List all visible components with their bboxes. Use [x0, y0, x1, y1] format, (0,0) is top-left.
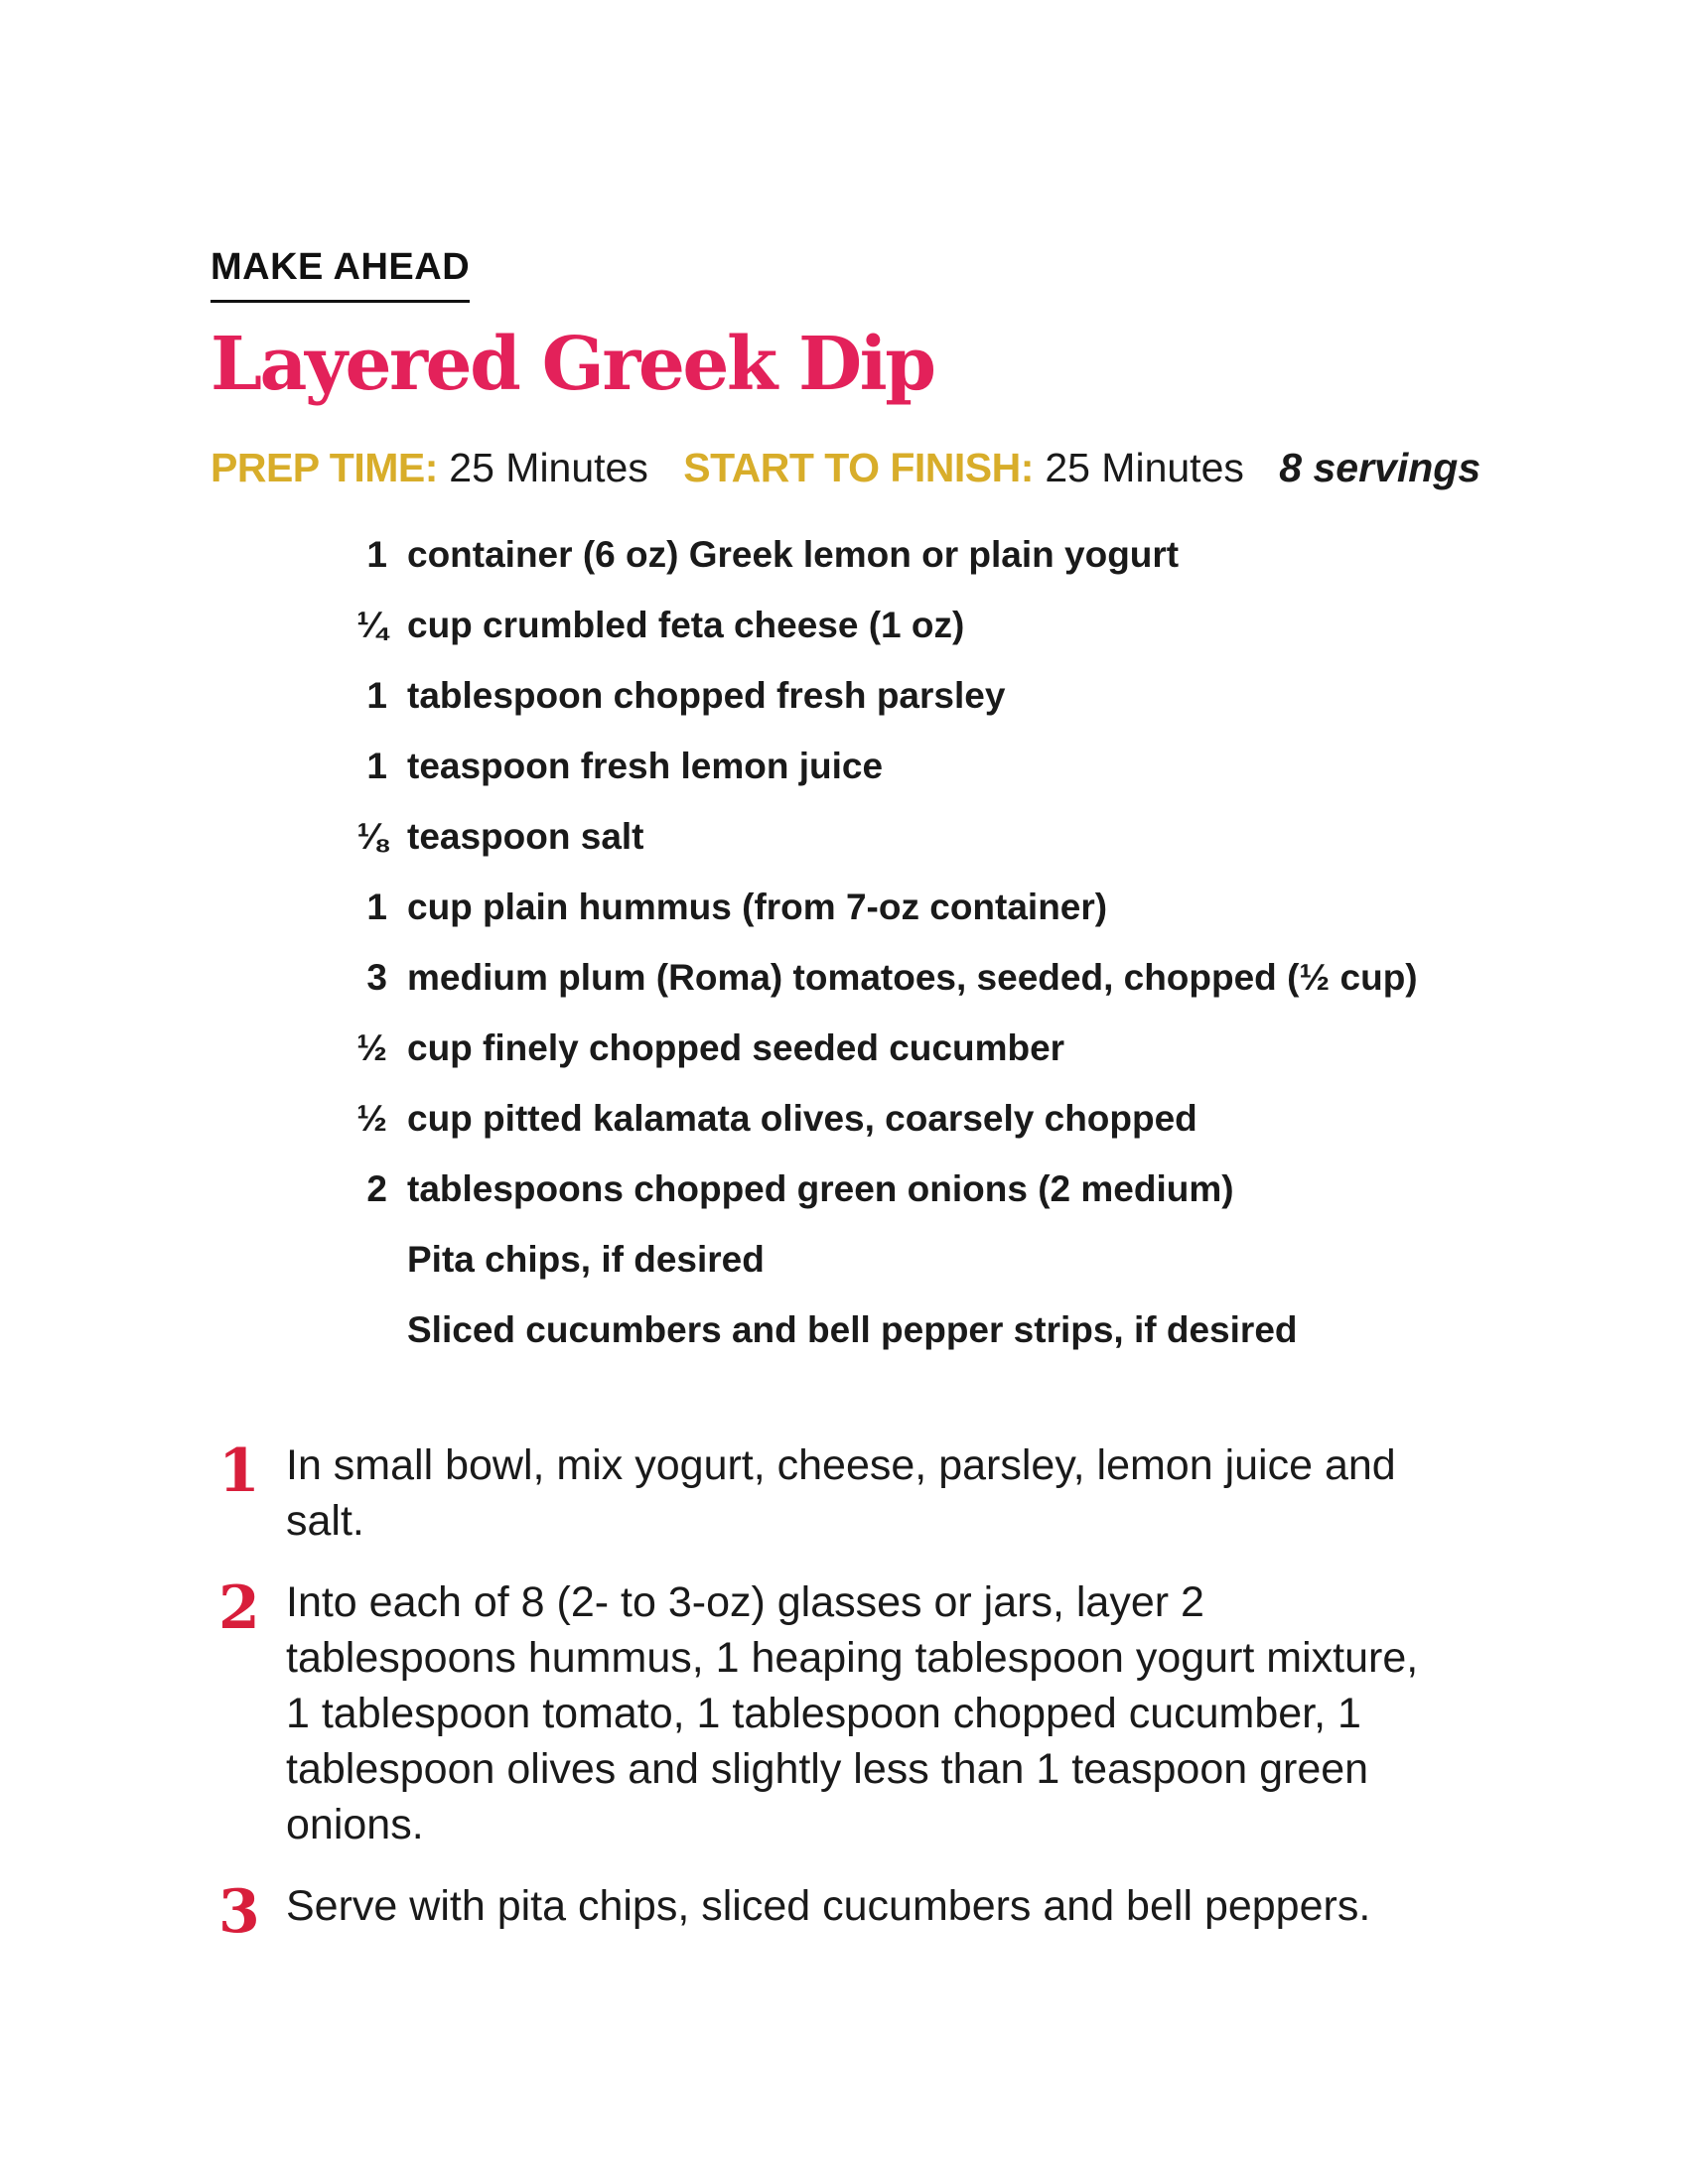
- servings: 8 servings: [1279, 444, 1481, 490]
- ingredient-description: cup crumbled feta cheese (1 oz): [407, 604, 965, 645]
- ingredient-description: cup plain hummus (from 7-oz container): [407, 886, 1108, 927]
- recipe-meta: [211, 444, 1501, 490]
- prep-time-label: PREP TIME:: [211, 444, 438, 490]
- ingredient-description: medium plum (Roma) tomatoes, seeded, chopped (½ cup): [407, 956, 1418, 998]
- ingredient-item: [342, 888, 1501, 959]
- ingredient-description: cup finely chopped seeded cucumber: [407, 1026, 1065, 1068]
- ingredient-item: [342, 1238, 1501, 1311]
- step-number: 1: [218, 1435, 260, 1506]
- ingredient-description: tablespoons chopped green onions (2 medium): [407, 1167, 1234, 1209]
- ingredient-description: teaspoon salt: [407, 815, 644, 857]
- ingredient-description: Pita chips, if desired: [407, 1238, 765, 1280]
- ingredient-description: teaspoon fresh lemon juice: [407, 745, 884, 786]
- step-number: 2: [218, 1572, 260, 1643]
- ingredient-quantity: 1: [366, 533, 387, 575]
- ingredient-quantity: 1: [366, 674, 387, 716]
- recipe-title: Layered Greek Dip: [211, 322, 934, 407]
- step-text: Into each of 8 (2- to 3-oz) glasses or jars, layer 2 tablespoons hummus, 1 heaping tablespoon yogurt mixture, 1 tablespoon tomato, 1 tablespoon chopped cucumber, 1 tablespoon olives and slightly less than 1 teaspoon green onions.: [286, 1577, 1419, 1848]
- step-item: [211, 1572, 1501, 1852]
- ingredient-quantity: 1: [366, 886, 387, 927]
- ingredient-item: [342, 604, 1501, 677]
- ingredient-quantity: 3: [366, 956, 387, 998]
- step-item: [211, 1435, 1501, 1549]
- ingredient-description: cup pitted kalamata olives, coarsely chopped: [407, 1097, 1197, 1139]
- ingredient-description: Sliced cucumbers and bell pepper strips, if desired: [407, 1308, 1298, 1350]
- prep-time-value: 25 Minutes: [449, 444, 648, 490]
- ingredient-item: [342, 745, 1501, 818]
- ingredient-quantity: ½: [356, 1097, 387, 1139]
- ingredient-quantity: ½: [356, 1026, 387, 1068]
- step-text: Serve with pita chips, sliced cucumbers and bell peppers.: [286, 1881, 1371, 1930]
- ingredient-item: [342, 815, 1501, 888]
- ingredient-quantity: 1: [366, 745, 387, 786]
- ingredient-item: [342, 1308, 1501, 1382]
- direction-steps: [211, 1435, 1501, 1947]
- ingredient-description: tablespoon chopped fresh parsley: [407, 674, 1006, 716]
- ingredient-quantity: ⅛: [356, 815, 387, 857]
- ingredient-item: [342, 1097, 1501, 1170]
- start-to-finish-label: START TO FINISH:: [683, 444, 1034, 490]
- recipe-page: [211, 248, 1501, 1972]
- ingredient-quantity: 2: [366, 1167, 387, 1209]
- ingredient-item: [342, 1167, 1501, 1241]
- ingredient-list: [342, 533, 1501, 1382]
- step-item: [211, 1876, 1501, 1947]
- ingredient-item: [342, 956, 1501, 1029]
- start-to-finish-value: 25 Minutes: [1045, 444, 1244, 490]
- step-text: In small bowl, mix yogurt, cheese, parsley, lemon juice and salt.: [286, 1440, 1396, 1545]
- step-number: 3: [218, 1876, 260, 1947]
- ingredient-description: container (6 oz) Greek lemon or plain yogurt: [407, 533, 1180, 575]
- ingredient-item: [342, 674, 1501, 748]
- ingredient-item: [342, 533, 1501, 607]
- ingredient-quantity: ¼: [356, 604, 387, 645]
- section-kicker: MAKE AHEAD: [211, 248, 470, 303]
- ingredient-item: [342, 1026, 1501, 1100]
